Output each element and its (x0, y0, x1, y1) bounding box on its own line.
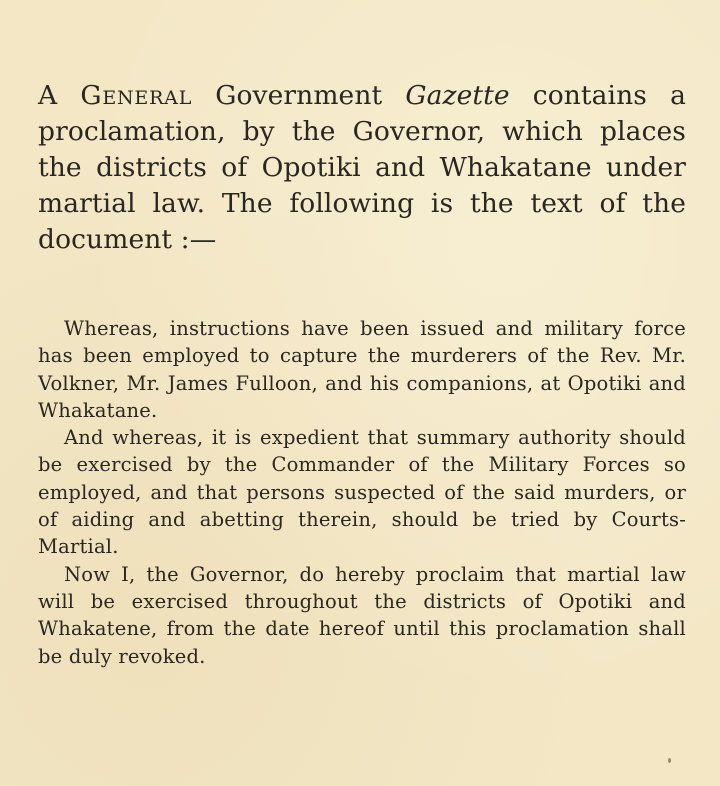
intro-article: A (38, 80, 58, 111)
proclamation-paragraph-and-whereas: And whereas, it is expedient that summary authority should be exercised by the Commander of the Military Forces so employed, and that persons suspected of the said murders, or of aiding and abetting therein, should be tried by Courts-Martial. (38, 426, 686, 559)
paper-speck (668, 758, 671, 763)
intro-gazette: Gazette (405, 80, 510, 111)
intro-paragraph (38, 78, 686, 258)
proclamation-paragraph-whereas: Whereas, instructions have been issued and military force has been employed to capture the murderers of the Rev. Mr. Volkner, Mr. James Fulloon, and his companions, at Opotiki and Whakatane. (38, 317, 686, 422)
intro-rest: contains a proclamation, by the Governor, which places the districts of Opotiki and Whakatane under martial law. The following is the text of the document :— (38, 80, 686, 255)
proclamation-text (38, 315, 686, 670)
intro-government: Government (215, 80, 383, 111)
intro-general: General (80, 80, 193, 111)
proclamation-paragraph-now-i: Now I, the Governor, do hereby proclaim that martial law will be exercised throughout the districts of Opotiki and Whakatene, from the date hereof until this proclamation shall be duly revoked. (38, 562, 686, 668)
